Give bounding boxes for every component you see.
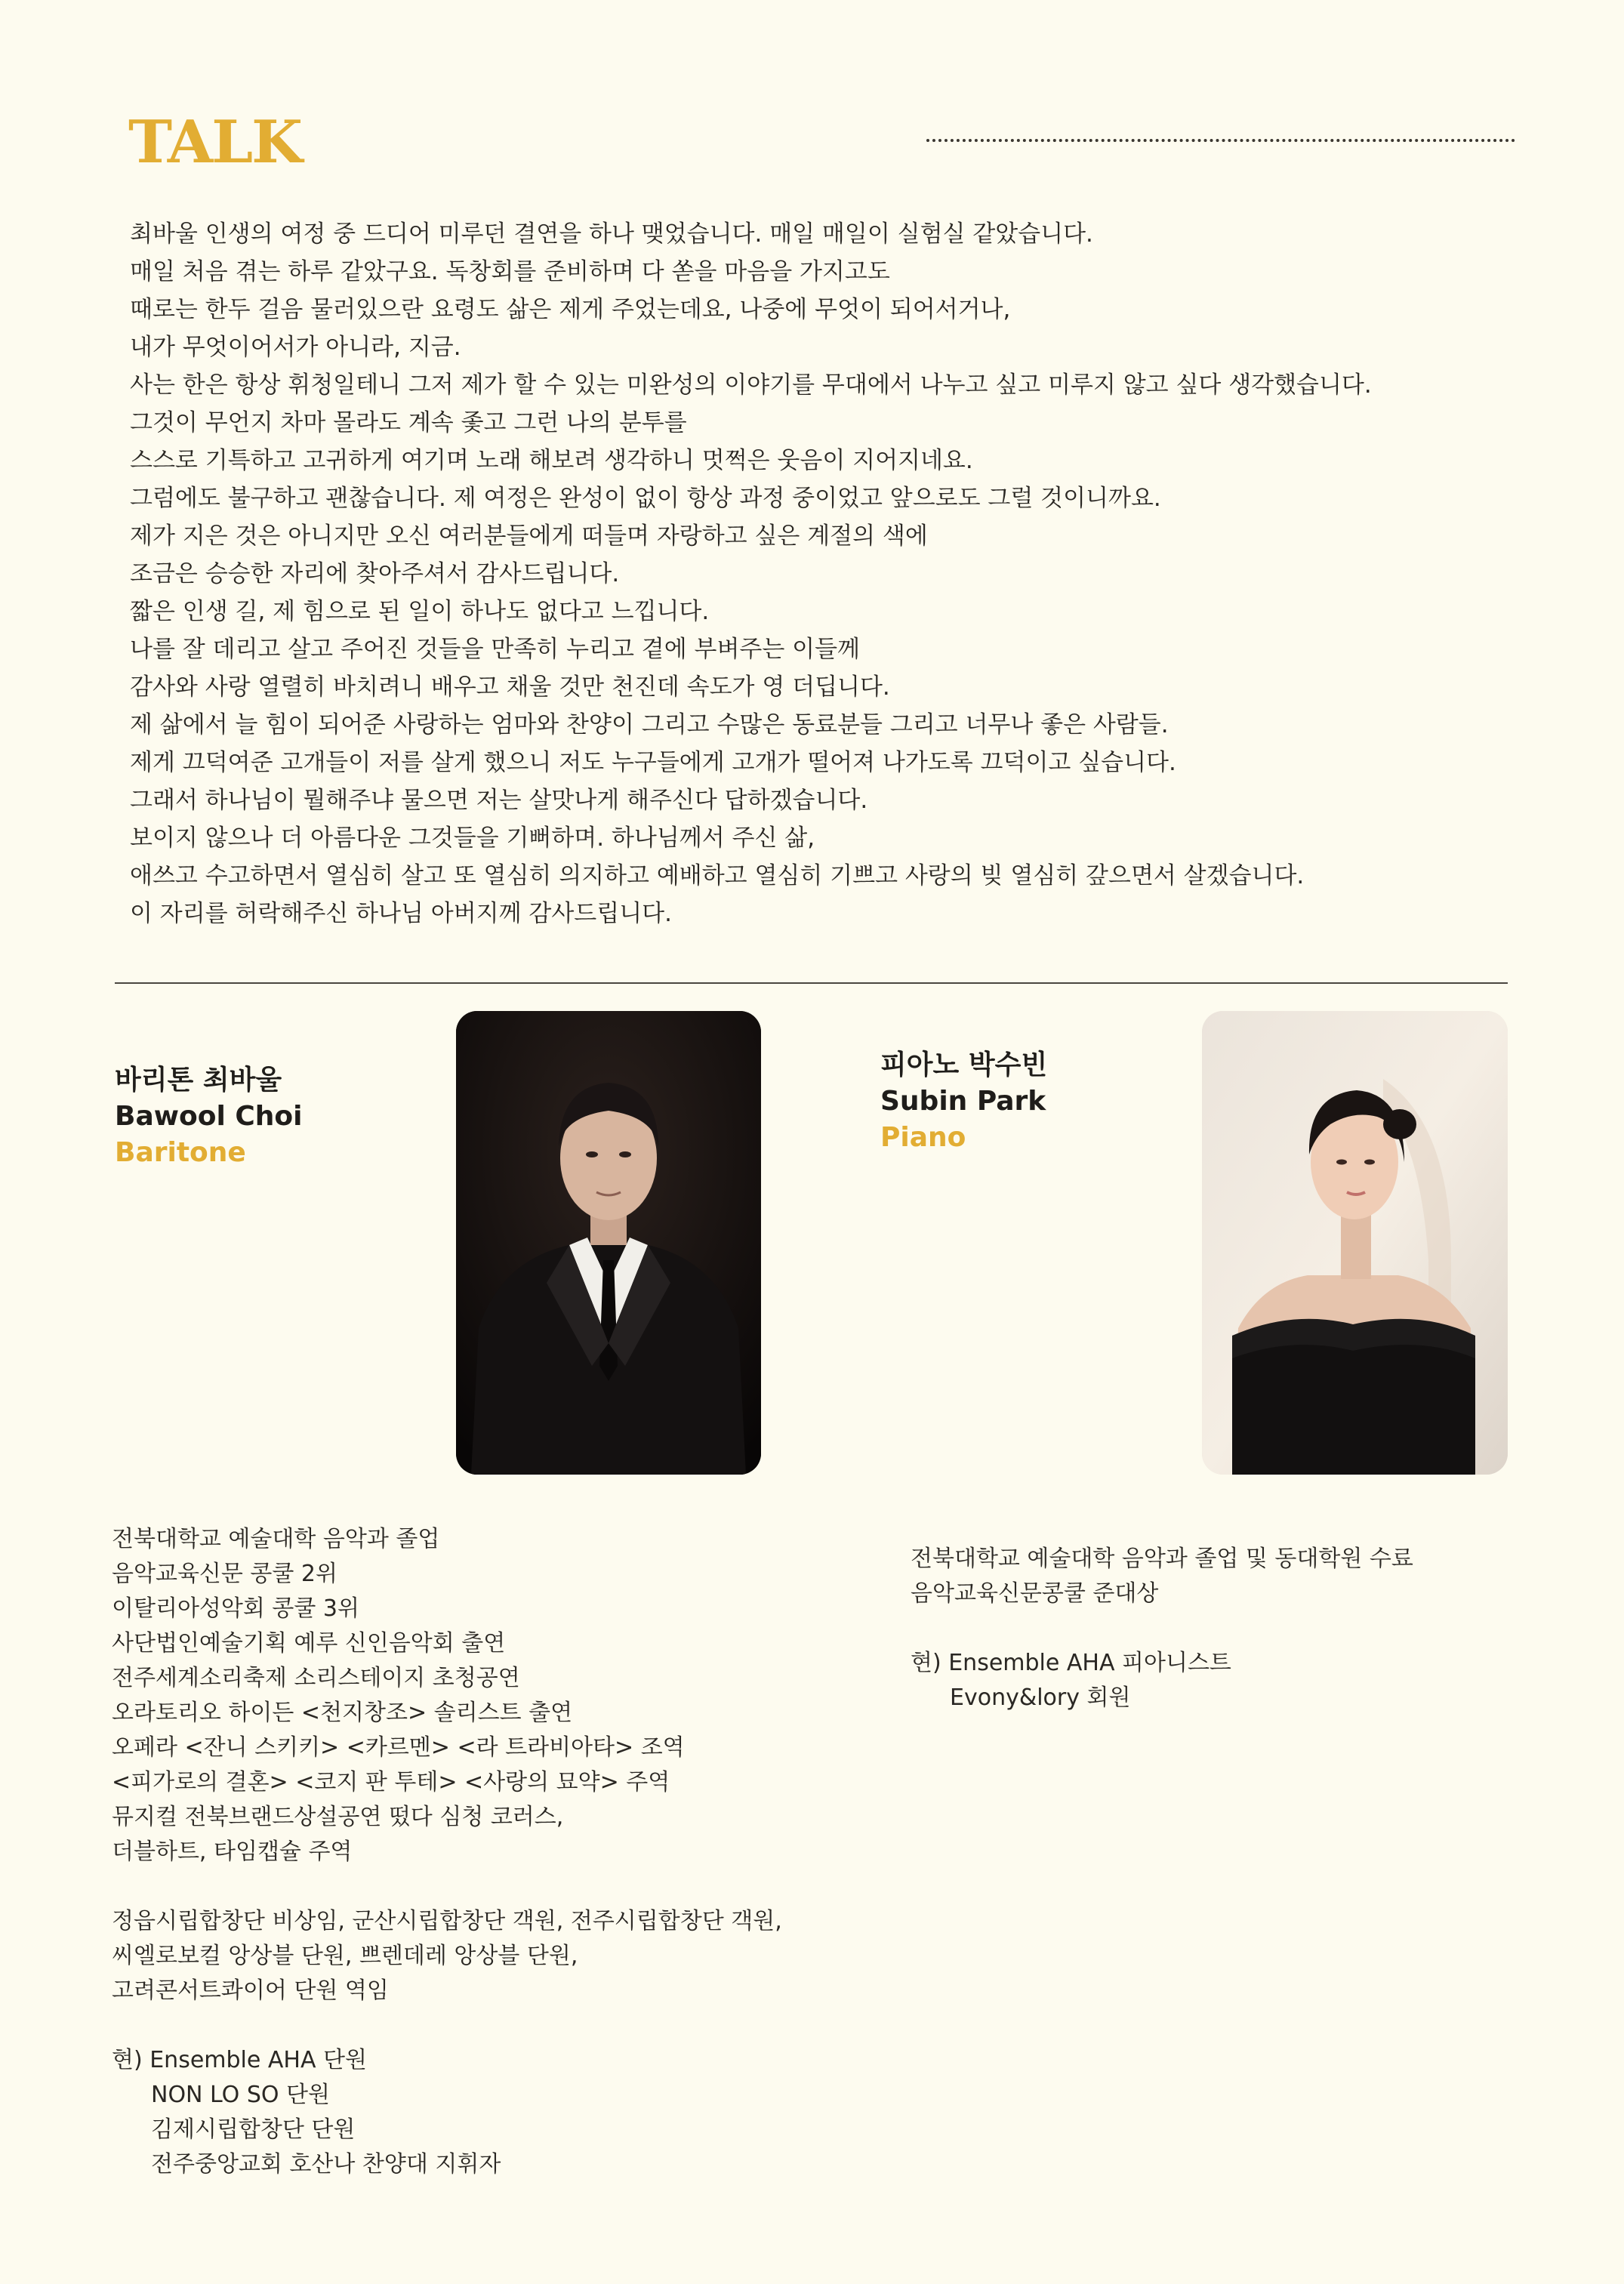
bio-item: 뮤지컬 전북브랜드상설공연 떴다 심청 코러스, bbox=[112, 1804, 564, 1830]
talk-line: 최바울 인생의 여정 중 드디어 미루던 결연을 하나 맺었습니다. 매일 매일이 실험실 같았습니다. bbox=[130, 220, 1093, 248]
talk-line: 매일 처음 겪는 하루 같았구요. 독창회를 준비하며 다 쏟을 마음을 가지고도 bbox=[130, 258, 890, 285]
bio-item: 고려콘서트콰이어 단원 역임 bbox=[112, 1977, 389, 2004]
baritone-role: Baritone bbox=[115, 1137, 246, 1168]
talk-line: 애쓰고 수고하면서 열심히 살고 또 열심히 의지하고 예배하고 열심히 기쁘고 사랑의 빚 열심히 갚으면서 살겠습니다. bbox=[130, 862, 1305, 889]
bio-item: 전북대학교 예술대학 음악과 졸업 및 동대학원 수료 bbox=[911, 1546, 1413, 1572]
talk-line: 감사와 사랑 열렬히 바치려니 배우고 채울 것만 천진데 속도가 영 더딥니다. bbox=[130, 673, 890, 701]
bio-spacer bbox=[112, 2008, 837, 2043]
bio-item: 씨엘로보컬 앙상블 단원, 쁘렌데레 앙상블 단원, bbox=[112, 1943, 578, 1969]
bio-item: 전북대학교 예술대학 음악과 졸업 bbox=[112, 1526, 440, 1552]
baritone-photo bbox=[456, 1011, 761, 1475]
bio-item: 정읍시립합창단 비상임, 군산시립합창단 객원, 전주시립합창단 객원, bbox=[112, 1908, 782, 1934]
bio-item: 전주세계소리축제 소리스테이지 초청공연 bbox=[112, 1665, 520, 1691]
talk-line: 내가 무엇이어서가 아니라, 지금. bbox=[130, 334, 461, 361]
talk-line: 때로는 한두 걸음 물러있으란 요령도 삶은 제게 주었는데요, 나중에 무엇이 되어서거나, bbox=[130, 296, 1011, 323]
talk-line: 그럼에도 불구하고 괜찮습니다. 제 여정은 완성이 없이 항상 과정 중이었고 앞으로도 그럴 것이니까요. bbox=[130, 485, 1161, 512]
baritone-name-english: Bawool Choi bbox=[115, 1101, 303, 1132]
pianist-role: Piano bbox=[880, 1122, 966, 1153]
current-position: Evony&lory 회원 bbox=[950, 1684, 1131, 1711]
talk-line: 보이지 않으나 더 아름다운 그것들을 기뻐하며. 하나님께서 주신 삶, bbox=[130, 825, 815, 852]
talk-line: 그것이 무언지 차마 몰라도 계속 좇고 그런 나의 분투를 bbox=[130, 409, 687, 436]
bio-item: 오페라 <잔니 스키키> <카르멘> <라 트라비아타> 조역 bbox=[112, 1734, 685, 1761]
talk-line: 제 삶에서 늘 힘이 되어준 사랑하는 엄마와 찬양이 그리고 수많은 동료분들 그리고 너무나 좋은 사람들. bbox=[130, 711, 1169, 738]
pianist-heading bbox=[880, 1047, 1047, 1156]
bio-spacer bbox=[911, 1611, 1590, 1646]
bio-item: 사단법인예술기획 예루 신인음악회 출연 bbox=[112, 1630, 506, 1657]
bio-item: 음악교육신문콩쿨 준대상 bbox=[911, 1580, 1159, 1607]
talk-line: 제가 지은 것은 아니지만 오신 여러분들에게 떠들며 자랑하고 싶은 계절의 색에 bbox=[130, 522, 928, 550]
talk-message bbox=[130, 215, 1549, 932]
pianist-photo bbox=[1202, 1011, 1508, 1475]
current-position: 현) Ensemble AHA 피아니스트 bbox=[911, 1650, 1231, 1676]
bio-item: 이탈리아성악회 콩쿨 3위 bbox=[112, 1595, 359, 1622]
talk-line: 조금은 승승한 자리에 찾아주셔서 감사드립니다. bbox=[130, 560, 620, 587]
pianist-name-english: Subin Park bbox=[880, 1086, 1046, 1117]
current-position: 현) Ensemble AHA 단원 bbox=[112, 2047, 367, 2073]
bio-item: <피가로의 결혼> <코지 판 투테> <사랑의 묘약> 주역 bbox=[112, 1769, 670, 1795]
bio-spacer bbox=[112, 1869, 837, 1904]
baritone-heading bbox=[115, 1062, 302, 1171]
talk-line: 나를 잘 데리고 살고 주어진 것들을 만족히 누리고 곁에 부벼주는 이들께 bbox=[130, 636, 860, 663]
talk-line: 이 자리를 허락해주신 하나님 아버지께 감사드립니다. bbox=[130, 900, 672, 927]
bio-item: 더블하트, 타임캡슐 주역 bbox=[112, 1839, 353, 1865]
current-position: 전주중앙교회 호산나 찬양대 지휘자 bbox=[151, 2151, 501, 2178]
dotted-divider bbox=[926, 139, 1515, 142]
talk-line: 사는 한은 항상 휘청일테니 그저 제가 할 수 있는 미완성의 이야기를 무대에서 나누고 싶고 미루지 않고 싶다 생각했습니다. bbox=[130, 371, 1372, 399]
bio-item: 오라토리오 하이든 <천지창조> 솔리스트 출연 bbox=[112, 1700, 573, 1726]
talk-line: 제게 끄덕여준 고개들이 저를 살게 했으니 저도 누구들에게 고개가 떨어져 나가도록 끄덕이고 싶습니다. bbox=[130, 749, 1176, 776]
baritone-bio bbox=[112, 1522, 837, 2182]
section-divider bbox=[115, 982, 1508, 984]
current-position: 김제시립합창단 단원 bbox=[151, 2116, 356, 2143]
baritone-name-korean: 바리톤 최바울 bbox=[115, 1065, 282, 1096]
talk-line: 짧은 인생 길, 제 힘으로 된 일이 하나도 없다고 느낍니다. bbox=[130, 598, 710, 625]
talk-line: 스스로 기특하고 고귀하게 여기며 노래 해보려 생각하니 멋쩍은 웃음이 지어지네요. bbox=[130, 447, 973, 474]
pianist-name-korean: 피아노 박수빈 bbox=[880, 1050, 1048, 1080]
current-position: NON LO SO 단원 bbox=[151, 2082, 330, 2108]
bio-item: 음악교육신문 콩쿨 2위 bbox=[112, 1561, 337, 1587]
talk-title: TALK bbox=[128, 108, 301, 177]
talk-line: 그래서 하나님이 뭘해주냐 물으면 저는 살맛나게 해주신다 답하겠습니다. bbox=[130, 787, 868, 814]
pianist-bio bbox=[911, 1542, 1590, 1715]
